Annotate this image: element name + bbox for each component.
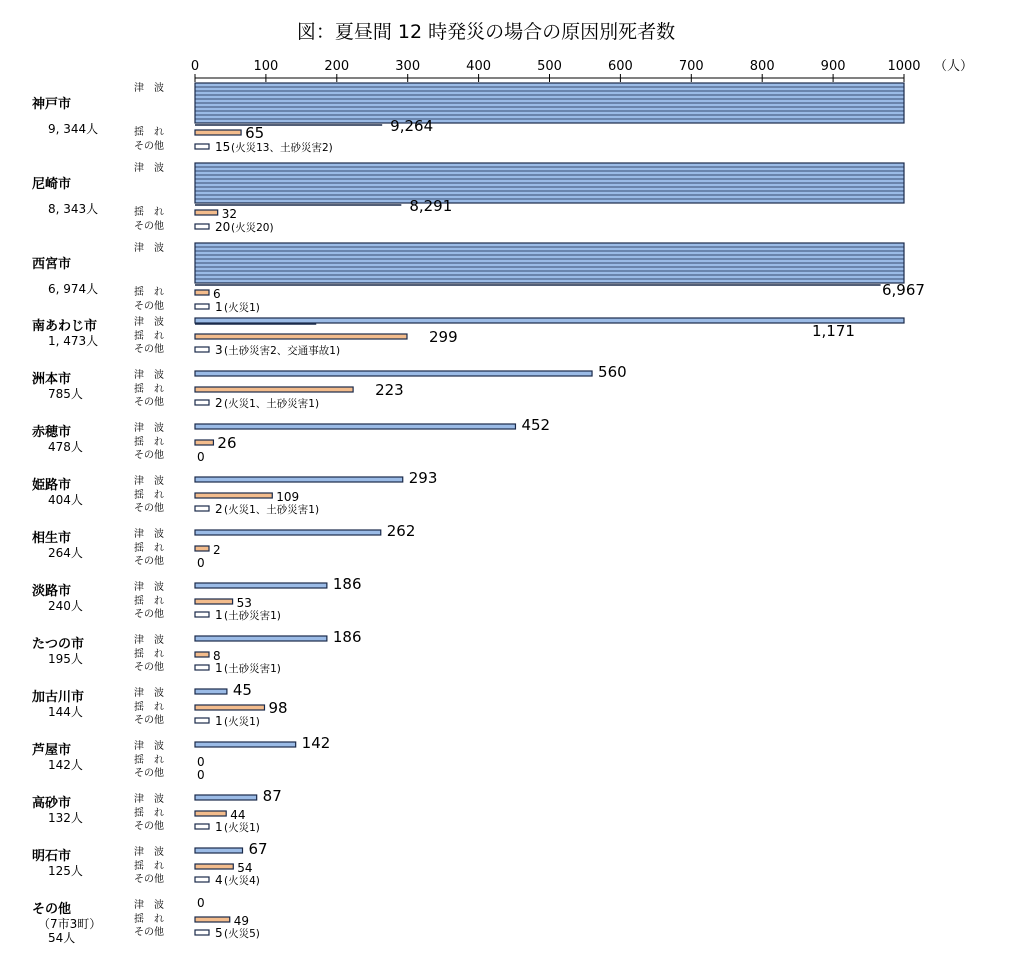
row-label-tsunami: 津 波: [134, 317, 164, 328]
value-label-other: 0: [197, 450, 205, 464]
bar-shake: [195, 334, 407, 339]
row-label-other: その他: [134, 221, 164, 232]
row-label-tsunami: 津 波: [134, 635, 164, 646]
value-label-other: 1: [215, 608, 223, 622]
other-note: (土砂災害2、交通事故1): [224, 345, 341, 357]
bar-shake: [195, 917, 230, 922]
row-label-shake: 揺 れ: [134, 384, 164, 395]
value-label-other: 2: [215, 502, 223, 516]
bar-tsunami: [195, 424, 515, 429]
row-label-tsunami: 津 波: [134, 423, 164, 434]
value-label-tsunami: 142: [301, 734, 331, 752]
city-group: [32, 81, 904, 154]
value-label-other: 20: [215, 220, 231, 234]
bar-shake: [195, 440, 213, 445]
x-tick-label: 600: [607, 59, 633, 74]
city-total: 195人: [48, 652, 83, 666]
city-total: 240人: [48, 599, 83, 613]
value-label-shake: 49: [233, 914, 250, 928]
bar-shake: [195, 290, 209, 295]
city-group: [32, 734, 330, 782]
row-label-shake: 揺 れ: [134, 755, 164, 766]
city-total: 144人: [48, 705, 83, 719]
bar-shake: [195, 210, 218, 215]
row-label-other: その他: [134, 874, 164, 885]
other-note: (火災4): [224, 875, 260, 887]
value-label-tsunami: 6,967: [882, 281, 925, 299]
city-name: その他: [32, 902, 72, 917]
value-label-shake: 65: [245, 124, 265, 142]
city-total: 142人: [48, 758, 83, 772]
x-tick-label: 1000: [887, 59, 921, 74]
city-group: [32, 469, 437, 516]
x-tick-label: 900: [820, 59, 846, 74]
city-group: [32, 681, 288, 728]
bar-other: [195, 144, 209, 149]
bar-shake: [195, 387, 353, 392]
bar-other: [195, 506, 209, 511]
city-subname: （7市3町）: [38, 917, 102, 931]
city-group: [32, 161, 904, 234]
row-label-other: その他: [134, 768, 164, 779]
other-note: (火災13、土砂災害2): [231, 142, 333, 154]
axis-unit-label: （人）: [934, 59, 974, 74]
value-label-shake: 8: [213, 649, 221, 663]
city-group: [32, 840, 268, 887]
city-total: 8, 343人: [48, 202, 99, 216]
row-label-tsunami: 津 波: [134, 741, 164, 752]
city-total: 264人: [48, 546, 83, 560]
value-label-shake: 98: [268, 699, 288, 717]
bar-other: [195, 718, 209, 723]
other-note: (火災5): [224, 928, 260, 940]
city-group: [32, 787, 282, 834]
city-total: 404人: [48, 493, 83, 507]
row-label-tsunami: 津 波: [134, 370, 164, 381]
city-total: 6, 974人: [48, 282, 99, 296]
value-label-shake: 53: [236, 596, 252, 610]
city-total: 132人: [48, 811, 83, 825]
row-label-shake: 揺 れ: [134, 490, 164, 501]
x-tick-label: 0: [190, 59, 200, 74]
bar-other: [195, 877, 209, 882]
bar-other: [195, 224, 209, 229]
other-note: (火災20): [231, 222, 274, 234]
bar-tsunami: [195, 530, 381, 535]
city-total: 9, 344人: [48, 122, 99, 136]
row-label-other: その他: [134, 141, 164, 152]
value-label-other: 1: [215, 300, 223, 314]
bar-other: [195, 665, 209, 670]
city-name: 芦屋市: [32, 743, 72, 758]
city-group: [32, 241, 925, 314]
x-tick-label: 400: [466, 59, 492, 74]
city-name: 南あわじ市: [32, 319, 98, 334]
city-total: 785人: [48, 387, 83, 401]
bar-other: [195, 824, 209, 829]
value-label-shake: 299: [428, 328, 458, 346]
city-name: 洲本市: [32, 372, 72, 387]
other-note: (火災1): [224, 302, 260, 314]
value-label-tsunami: 67: [248, 840, 268, 858]
bar-shake: [195, 811, 226, 816]
city-total: 125人: [48, 864, 83, 878]
value-label-shake: 2: [213, 543, 221, 557]
bar-other: [195, 304, 209, 309]
city-group: [32, 575, 362, 622]
bar-other: [195, 400, 209, 405]
row-label-shake: 揺 れ: [134, 702, 164, 713]
bar-other: [195, 930, 209, 935]
bar-tsunami: [195, 848, 243, 853]
row-label-shake: 揺 れ: [134, 331, 164, 342]
other-note: (土砂災害1): [224, 610, 281, 622]
x-tick-label: 100: [253, 59, 279, 74]
value-label-tsunami: 262: [386, 522, 416, 540]
value-label-other: 4: [215, 873, 223, 887]
city-name: 尼崎市: [32, 177, 72, 192]
value-label-shake: 44: [230, 808, 246, 822]
x-axis: [191, 59, 921, 82]
other-note: (火災1): [224, 822, 260, 834]
x-tick-label: 300: [395, 59, 421, 74]
row-label-tsunami: 津 波: [134, 794, 164, 805]
x-tick-label: 800: [749, 59, 775, 74]
row-label-shake: 揺 れ: [134, 287, 164, 298]
row-label-shake: 揺 れ: [134, 127, 164, 138]
bar-other: [195, 612, 209, 617]
city-name: 高砂市: [32, 796, 72, 811]
city-name: 加古川市: [32, 690, 85, 705]
city-total: 478人: [48, 440, 83, 454]
row-label-other: その他: [134, 397, 164, 408]
value-label-shake: 109: [276, 490, 300, 504]
bar-shake: [195, 864, 233, 869]
row-label-other: その他: [134, 609, 164, 620]
row-label-tsunami: 津 波: [134, 582, 164, 593]
city-total: 54人: [48, 931, 76, 945]
x-tick-label: 200: [324, 59, 350, 74]
row-label-other: その他: [134, 301, 164, 312]
x-tick-label: 700: [678, 59, 704, 74]
value-label-shake: 0: [197, 755, 205, 769]
value-label-tsunami: 186: [332, 575, 362, 593]
row-label-other: その他: [134, 556, 164, 567]
value-label-tsunami: 452: [521, 416, 551, 434]
value-label-tsunami: 1,171: [812, 322, 855, 340]
bar-shake: [195, 705, 264, 710]
city-group: [32, 416, 550, 464]
value-label-shake: 32: [221, 207, 237, 221]
row-label-tsunami: 津 波: [134, 688, 164, 699]
city-name: 西宮市: [32, 257, 72, 272]
row-label-other: その他: [134, 821, 164, 832]
value-label-tsunami: 45: [232, 681, 252, 699]
row-label-other: その他: [134, 503, 164, 514]
value-label-tsunami: 186: [332, 628, 362, 646]
value-label-tsunami: 0: [197, 896, 205, 910]
value-label-tsunami: 87: [262, 787, 282, 805]
bar-shake: [195, 599, 233, 604]
row-label-tsunami: 津 波: [134, 847, 164, 858]
city-name: 明石市: [32, 849, 72, 864]
value-label-shake: 223: [375, 381, 404, 399]
row-label-tsunami: 津 波: [134, 163, 164, 174]
city-name: 姫路市: [32, 478, 72, 493]
value-label-tsunami: 8,291: [409, 197, 453, 215]
row-label-shake: 揺 れ: [134, 649, 164, 660]
value-label-shake: 54: [237, 861, 253, 875]
value-label-other: 5: [215, 926, 223, 940]
bar-tsunami: [195, 477, 403, 482]
row-label-tsunami: 津 波: [134, 476, 164, 487]
row-label-shake: 揺 れ: [134, 596, 164, 607]
bar-shake: [195, 130, 241, 135]
city-group: [32, 628, 362, 675]
city-group: [32, 522, 415, 570]
city-name: 神戸市: [32, 97, 72, 112]
value-label-tsunami: 293: [408, 469, 438, 487]
x-tick-label: 500: [537, 59, 562, 74]
value-label-shake: 6: [213, 287, 221, 301]
city-name: 相生市: [32, 531, 72, 546]
value-label-other: 15: [215, 140, 231, 154]
other-note: (火災1): [224, 716, 260, 728]
city-group: [32, 363, 627, 410]
row-label-shake: 揺 れ: [134, 808, 164, 819]
bar-shake: [195, 493, 272, 498]
city-name: 赤穂市: [32, 425, 72, 440]
chart-groups: [32, 81, 925, 945]
value-label-other: 1: [215, 661, 223, 675]
chart-title: 図：夏昼間 12 時発災の場合の原因別死者数: [296, 21, 676, 43]
row-label-shake: 揺 れ: [134, 437, 164, 448]
bar-shake: [195, 546, 209, 551]
bar-tsunami: [195, 636, 327, 641]
bar-tsunami: [195, 371, 592, 376]
other-note: (火災1、土砂災害1): [224, 398, 320, 410]
city-name: たつの市: [32, 637, 85, 652]
bar-other: [195, 347, 209, 352]
row-label-other: その他: [134, 927, 164, 938]
row-label-tsunami: 津 波: [134, 900, 164, 911]
other-note: (土砂災害1): [224, 663, 281, 675]
city-group: [32, 315, 904, 357]
value-label-other: 1: [215, 820, 223, 834]
row-label-other: その他: [134, 662, 164, 673]
row-label-other: その他: [134, 344, 164, 355]
bar-shake: [195, 652, 209, 657]
row-label-other: その他: [134, 715, 164, 726]
row-label-tsunami: 津 波: [134, 529, 164, 540]
bar-tsunami: [195, 689, 227, 694]
city-total: 1, 473人: [48, 334, 99, 348]
row-label-other: その他: [134, 450, 164, 461]
value-label-other: 3: [215, 343, 223, 357]
bar-tsunami: [195, 795, 257, 800]
value-label-tsunami: 9,264: [390, 117, 434, 135]
row-label-tsunami: 津 波: [134, 243, 164, 254]
value-label-other: 2: [215, 396, 223, 410]
row-label-shake: 揺 れ: [134, 207, 164, 218]
city-name: 淡路市: [32, 584, 72, 599]
value-label-shake: 26: [217, 434, 237, 452]
row-label-shake: 揺 れ: [134, 543, 164, 554]
value-label-other: 0: [197, 768, 205, 782]
bar-tsunami: [195, 583, 327, 588]
city-group: [32, 896, 260, 945]
row-label-shake: 揺 れ: [134, 861, 164, 872]
row-label-tsunami: 津 波: [134, 83, 164, 94]
value-label-tsunami: 560: [598, 363, 627, 381]
other-note: (火災1、土砂災害1): [224, 504, 320, 516]
value-label-other: 0: [197, 556, 205, 570]
bar-tsunami: [195, 742, 296, 747]
bar-tsunami: [195, 318, 904, 323]
row-label-shake: 揺 れ: [134, 914, 164, 925]
value-label-other: 1: [215, 714, 223, 728]
